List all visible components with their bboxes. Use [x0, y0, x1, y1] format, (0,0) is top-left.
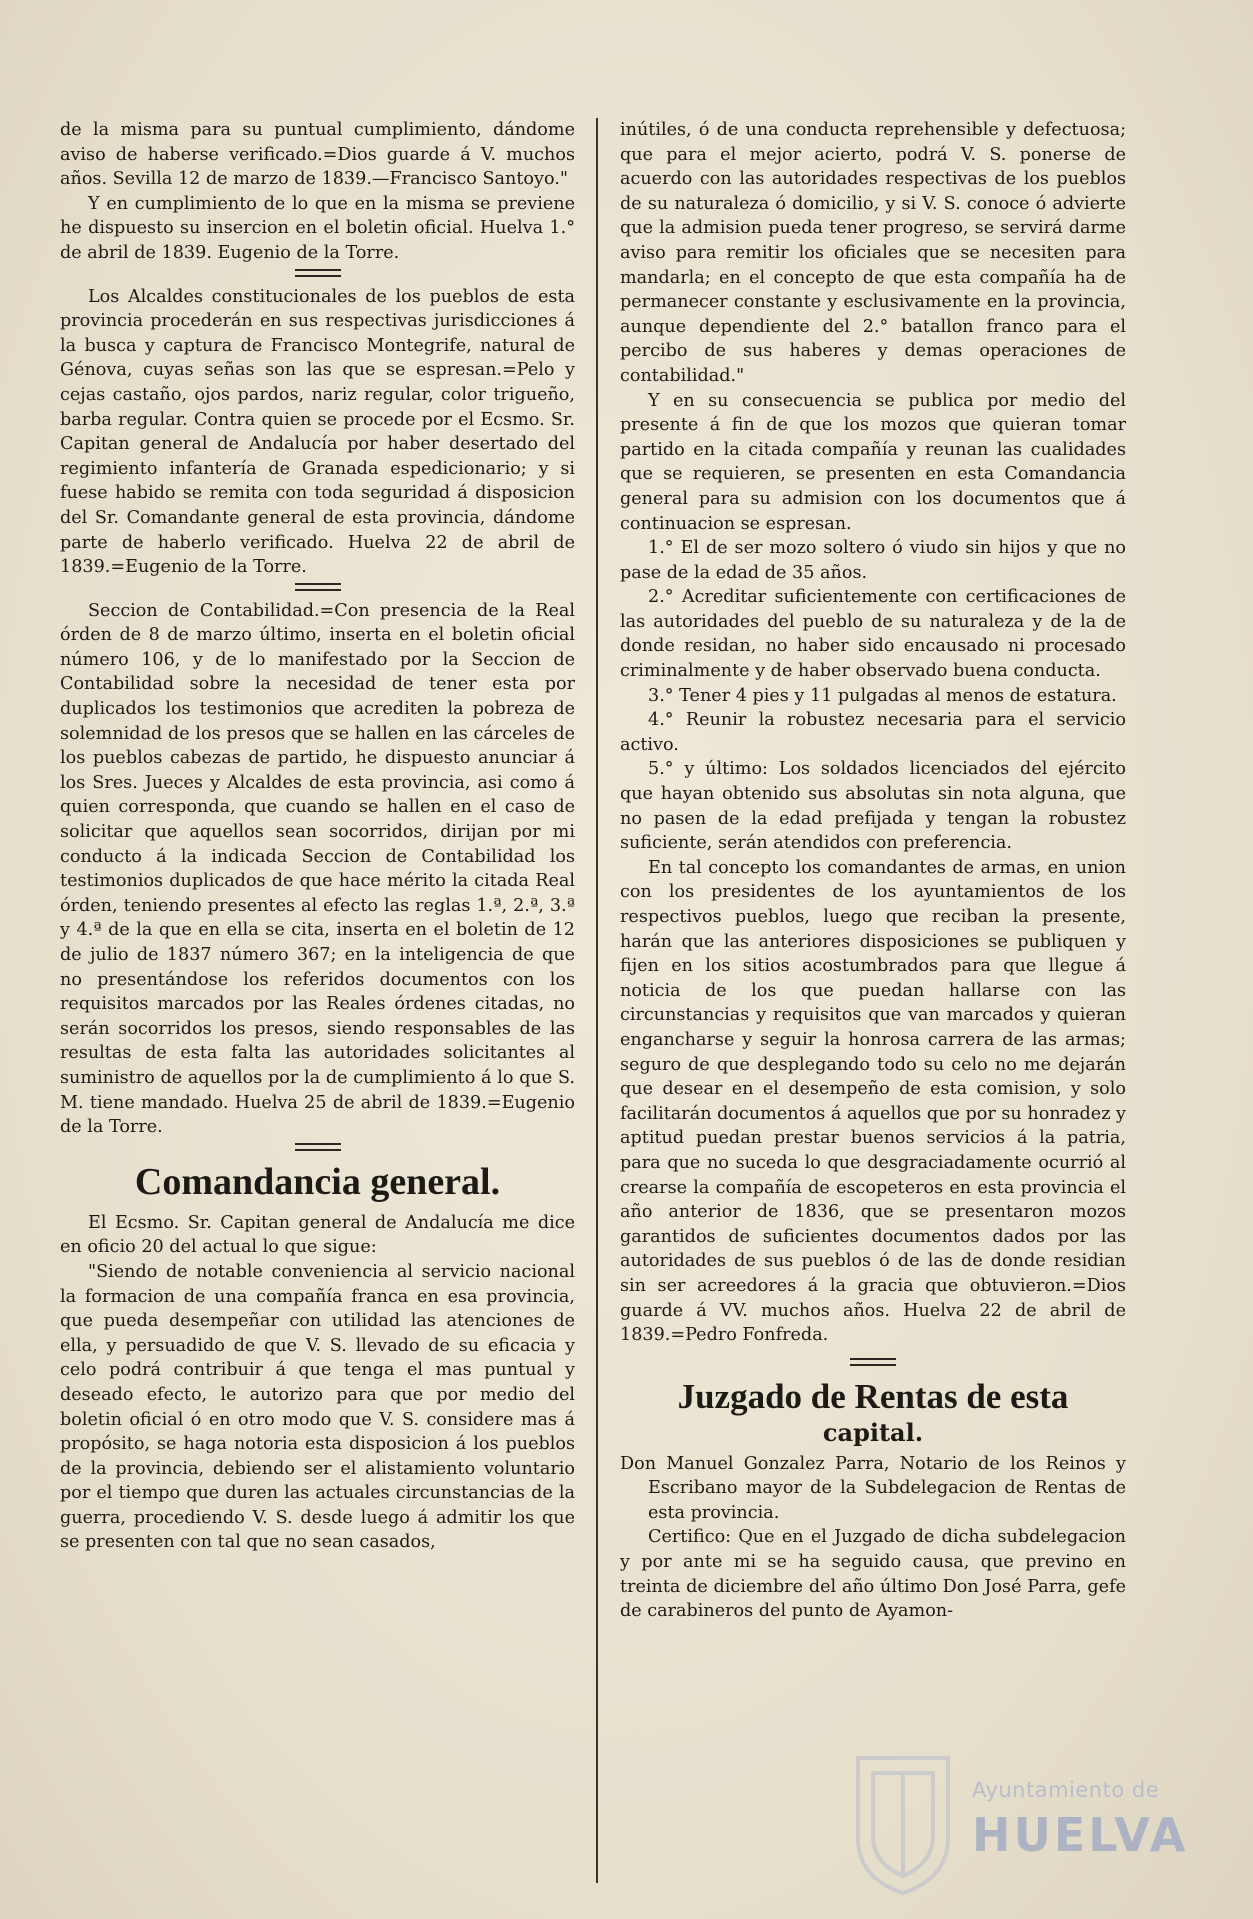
- left-paragraph-6: "Siendo de notable conveniencia al servicio nacional la formacion de una compañía franca en esa provincia, que pueda desempeñar con utilidad las atenciones de ella, y persuadido de que V. S. llevado de su eficacia y celo podrá contribuir á que tenga el mas puntual y deseado efecto, le autorizo para que por medio del boletin oficial ó en otro modo que V. S. considere mas á propósito, se haga notoria esta disposicion á los pueblos de la provincia, debiendo ser el alistamiento voluntario por el tiempo que duren las actuales circunstancias de la guerra, procediendo V. S. desde luego á admitir los que se presenten con tal que no sean casados,: [60, 1261, 575, 1553]
- right-paragraph-3: En tal concepto los comandantes de armas, en union con los presidentes de los ayuntamientos de los respectivos pueblos, luego que reciban la presente, harán que las anteriores disposiciones se publiquen y fijen en los sitios acostumbrados para que llegue á noticia de los que puedan hallarse con las circunstancias y requisitos que van marcados y quieran engancharse y seguir la honrosa carrera de las armas; seguro de que desplegando todo su celo no me dejarán que desear en el desempeño de esta comision, y solo facilitarán documentos á aquellos que por su honradez y aptitud puedan prestar buenos servicios á la patria, para que no suceda lo que desgraciadamente ocurrió al crearse la compañía de escopeteros en esta provincia el año anterior de 1836, que se presentaron mozos garantidos de suficientes documentos dados por las autoridades de sus pueblos ó de las de donde residian sin ser acreedores á la gracia que obtuvieron.=Dios guarde á VV. muchos años. Huelva 22 de abril de 1839.=Pedro Fonfreda.: [620, 857, 1126, 1346]
- section-subheading-capital: capital.: [822, 1417, 924, 1447]
- column-divider: [596, 118, 598, 1883]
- left-paragraph-4: Seccion de Contabilidad.=Con presencia de la Real órden de 8 de marzo último, inserta en el boletin oficial número 106, y de lo manifestado por la Seccion de Contabilidad sobre la necesidad de tener esta por duplicados los testimonios que acrediten la pobreza de solemnidad de los presos que se hallen en las cárceles de los pueblos cabezas de partido, he dispuesto anunciar á los Sres. Jueces y Alcaldes de esta provincia, asi como á quien corresponda, que cuando se hallen en el caso de solicitar que aquellos sean socorridos, dirijan por mi conducto á la indicada Seccion de Contabilidad los testimonios duplicados de que hace mérito la citada Real órden, teniendo presentes al efecto las reglas 1.ª, 2.ª, 3.ª y 4.ª de la que en ella se cita, inserta en el boletin de 12 de julio de 1837 número 367; en la inteligencia de que no presentándose los referidos documentos con los requisitos marcados por las Reales órdenes citadas, no serán socorridos los presos, siendo responsables de las resultas de esta falta las autoridades solicitantes al suministro de aquellos por la de cumplimiento á lo que S. M. tiene mandado. Huelva 25 de abril de 1839.=Eugenio de la Torre.: [60, 600, 575, 1138]
- requirement-5: 5.° y último: Los soldados licenciados del ejército que hayan obtenido sus absolutas sin nota alguna, que no pasen de la edad prefijada y tengan la robustez suficiente, serán atendidos con preferencia.: [620, 759, 1126, 854]
- right-paragraph-2: Y en su consecuencia se publica por medio del presente á fin de que los mozos que quieran tomar partido en la citada compañía y reunan las cualidades que se requieren, se presenten en esta Comandancia general para su admision con los documentos que á continuacion se espresan.: [620, 390, 1126, 534]
- right-column: [620, 118, 1126, 1624]
- left-paragraph-2: Y en cumplimiento de lo que en la misma se previene he dispuesto su insercion en el boletin oficial. Huelva 1.° de abril de 1839. Eugenio de la Torre.: [60, 193, 575, 263]
- right-paragraph-4: Certifico: Que en el Juzgado de dicha subdelegacion y por ante mi se ha seguido causa, que previno en treinta de diciembre del año último Don José Parra, gefe de carabineros del punto de Ayamon-: [620, 1527, 1126, 1622]
- requirement-3: 3.° Tener 4 pies y 11 pulgadas al menos de estatura.: [648, 685, 1117, 706]
- section-separator: [850, 1358, 896, 1366]
- notary-introduction: Don Manuel Gonzalez Parra, Notario de los Reinos y Escribano mayor de la Subdelegacion de Rentas de esta provincia.: [620, 1453, 1126, 1523]
- left-column: [60, 118, 575, 1555]
- section-separator: [295, 583, 341, 591]
- section-separator: [295, 269, 341, 277]
- section-separator: [295, 1143, 341, 1151]
- right-paragraph-1: inútiles, ó de una conducta reprehensible y defectuosa; que para el mejor acierto, podrá V. S. ponerse de acuerdo con las autoridades respectivas de los pueblos de su naturaleza ó domicilio, y si V. S. conoce ó advierte que la admision pueda tener progreso, se servirá darme aviso para remitir los oficiales que se necesiten para mandarla; en el concepto de que esta compañía ha de permanecer constante y esclusivamente en la provincia, aunque dependiente del 2.° batallon franco para el percibo de sus haberes y demas operaciones de contabilidad.": [620, 120, 1126, 386]
- watermark-line-2: HUELVA: [972, 1808, 1189, 1862]
- requirement-2: 2.° Acreditar suficientemente con certificaciones de las autoridades del pueblo de su naturaleza y de la de donde residan, no haber sido encausado ni procesado criminalmente y de haber observado buena conducta.: [620, 587, 1126, 682]
- section-heading-juzgado: Juzgado de Rentas de esta: [677, 1376, 1069, 1416]
- requirement-1: 1.° El de ser mozo soltero ó viudo sin hijos y que no pase de la edad de 35 años.: [620, 538, 1126, 583]
- left-paragraph-5: El Ecsmo. Sr. Capitan general de Andalucía me dice en oficio 20 del actual lo que sigue:: [60, 1212, 575, 1258]
- section-heading-comandancia: Comandancia general.: [134, 1160, 501, 1203]
- left-paragraph-3: Los Alcaldes constitucionales de los pueblos de esta provincia procederán en sus respectivas jurisdicciones á la busca y captura de Francisco Montegrife, natural de Génova, cuyas señas son las que se espresan.=Pelo y cejas castaño, ojos pardos, nariz regular, color trigueño, barba regular. Contra quien se procede por el Ecsmo. Sr. Capitan general de Andalucía por haber desertado del regimiento infantería de Granada espedicionario; y si fuese habido se remita con toda seguridad á disposicion del Sr. Comandante general de esta provincia, dándome parte de haberlo verificado. Huelva 22 de abril de 1839.=Eugenio de la Torre.: [60, 286, 575, 578]
- left-paragraph-1: de la misma para su puntual cumplimiento, dándome aviso de haberse verificado.=Dios guarde á V. muchos años. Sevilla 12 de marzo de 1839.—Francisco Santoyo.": [60, 120, 575, 190]
- requirement-4: 4.° Reunir la robustez necesaria para el servicio activo.: [620, 710, 1126, 755]
- watermark-line-1: Ayuntamiento de: [972, 1778, 1160, 1802]
